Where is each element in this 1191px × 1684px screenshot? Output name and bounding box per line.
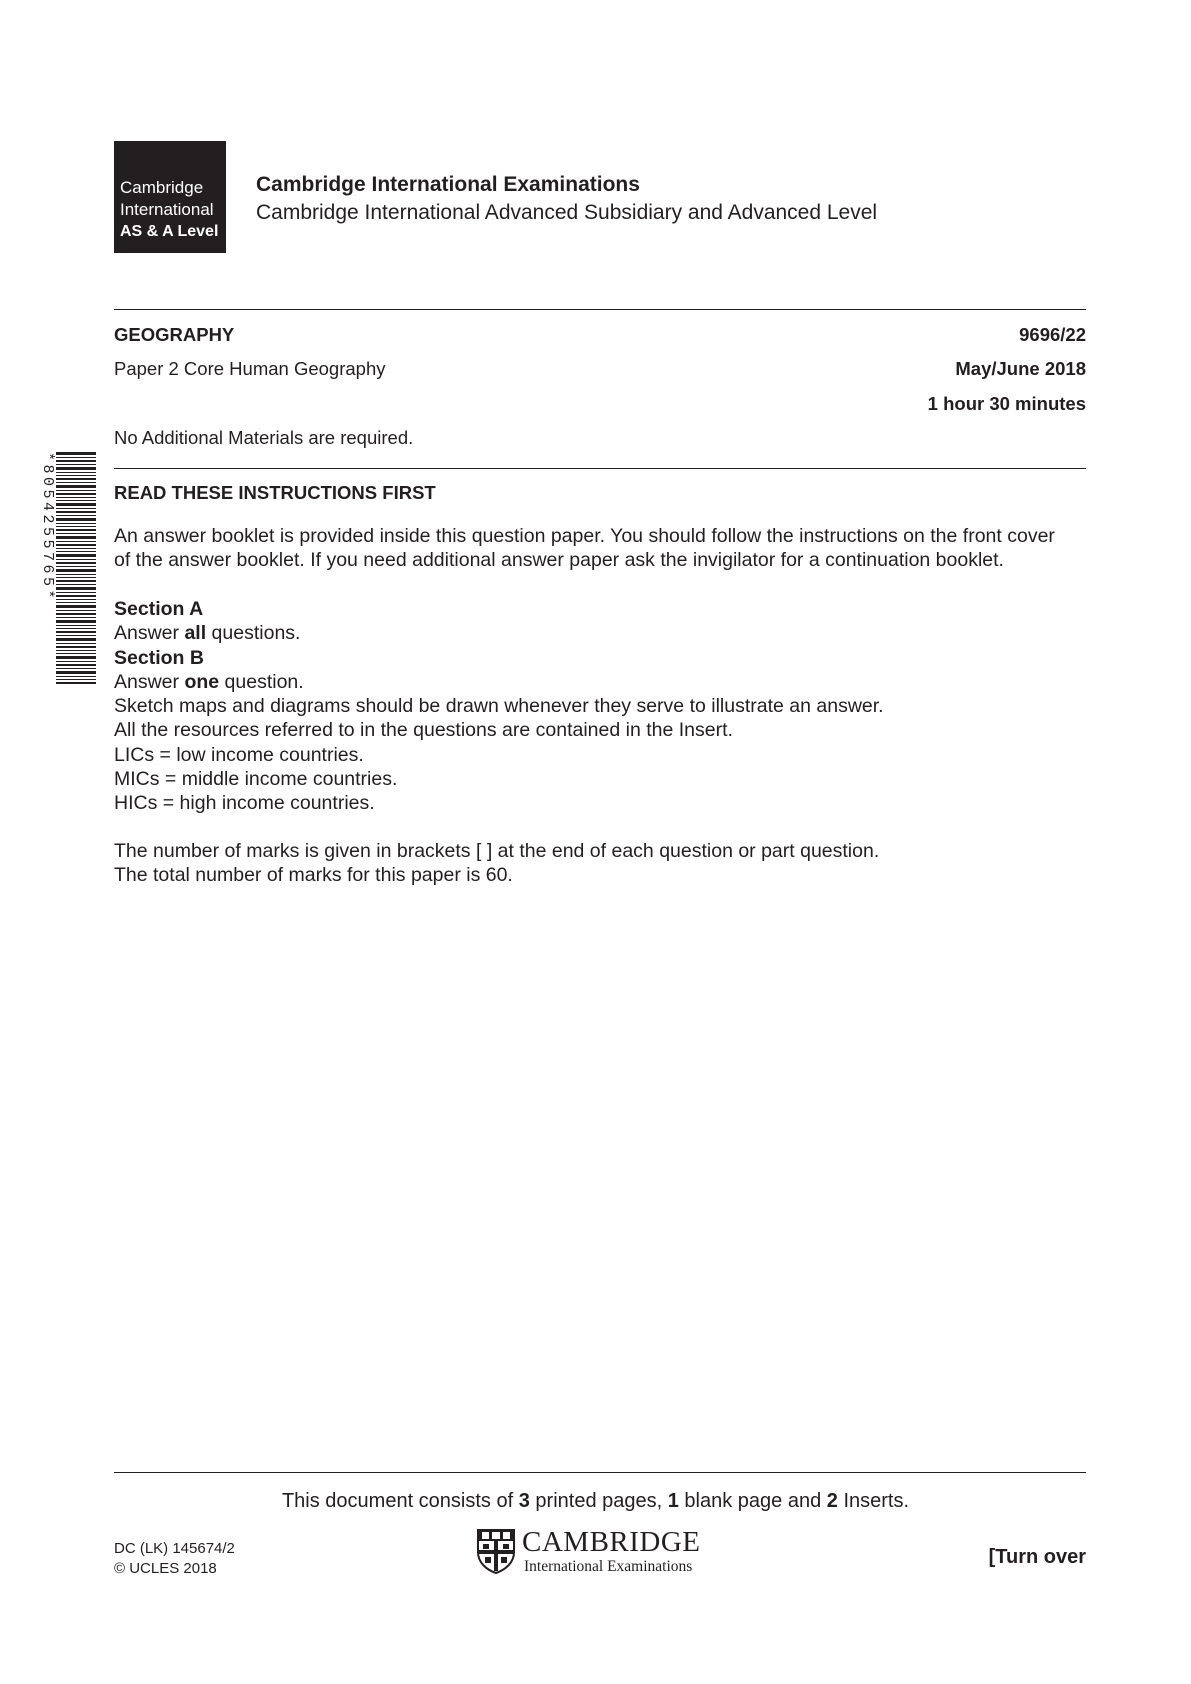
exam-session: May/June 2018	[955, 358, 1086, 379]
consists-prefix: This document consists of	[281, 1490, 519, 1512]
materials-note: No Additional Materials are required.	[114, 427, 414, 448]
cambridge-shield-icon	[476, 1528, 516, 1574]
barcode-bars	[56, 452, 96, 684]
intro-line-2: of the answer booklet. If you need additional answer paper ask the invigilator for a continuation booklet.	[114, 549, 1004, 572]
turn-over: [Turn over	[988, 1546, 1086, 1568]
sketch-instruction: Sketch maps and diagrams should be drawn whenever they serve to illustrate an answer.	[114, 695, 884, 718]
blank-text: blank page and	[678, 1490, 827, 1512]
intro-line-1: An answer booklet is provided inside this question paper. You should follow the instructions on the front cover	[114, 525, 1055, 547]
section-b-instruction	[114, 670, 1094, 694]
subject-title: GEOGRAPHY	[114, 324, 235, 345]
hics-definition: HICs = high income countries.	[114, 792, 375, 815]
lics-definition: LICs = low income countries.	[114, 743, 364, 766]
top-rule	[114, 309, 1086, 310]
answer-prefix: Answer	[114, 670, 185, 693]
paper-name: Paper 2 Core Human Geography	[114, 358, 386, 379]
barcode-digits: *8054255765*	[39, 452, 56, 603]
doc-codes	[114, 1539, 235, 1579]
bottom-rule	[114, 1472, 1086, 1473]
logo-line-3: AS & A Level	[120, 223, 219, 240]
section-a-instruction	[114, 621, 1094, 645]
qualification-name: Cambridge International Advanced Subsidiary and Advanced Level	[256, 201, 878, 224]
candidate-barcode	[38, 452, 98, 684]
one-emphasis: one	[184, 670, 220, 693]
all-emphasis: all	[184, 622, 207, 645]
cambridge-wordmark: CAMBRIDGE	[522, 1526, 701, 1558]
blank-count: 1	[667, 1490, 679, 1512]
instructions-intro	[114, 524, 1114, 573]
logo-line-1: Cambridge	[120, 178, 204, 197]
question-suffix: question.	[219, 670, 304, 693]
mid-rule	[114, 468, 1086, 469]
inserts-count: 2	[826, 1490, 838, 1512]
instructions-heading: READ THESE INSTRUCTIONS FIRST	[114, 482, 436, 503]
cambridge-as-a-level-logo	[114, 141, 226, 253]
marks-line-2: The total number of marks for this paper is 60.	[114, 864, 513, 887]
instructions-sections	[114, 597, 1094, 816]
section-a-label: Section A	[114, 598, 204, 620]
cambridge-subline: International Examinations	[524, 1558, 693, 1575]
inserts-text: Inserts.	[837, 1490, 910, 1512]
printed-count: 3	[518, 1490, 530, 1512]
resources-note: All the resources referred to in the questions are contained in the Insert.	[114, 719, 733, 742]
exam-duration: 1 hour 30 minutes	[927, 393, 1086, 414]
questions-suffix: questions.	[206, 622, 301, 645]
paper-code: 9696/22	[1019, 324, 1086, 345]
printed-text: printed pages,	[529, 1490, 668, 1512]
exam-board-name: Cambridge International Examinations	[256, 173, 640, 196]
dc-code: DC (LK) 145674/2	[114, 1540, 235, 1557]
marks-line-1: The number of marks is given in brackets [ ] at the end of each question or part question.	[114, 840, 880, 862]
logo-line-2: International	[120, 200, 214, 219]
section-b-label: Section B	[114, 646, 204, 669]
page-count-statement	[0, 1490, 1191, 1513]
marks-info	[114, 839, 1094, 888]
cambridge-examinations-logo	[476, 1528, 716, 1576]
copyright: © UCLES 2018	[114, 1560, 217, 1577]
answer-prefix: Answer	[114, 622, 185, 645]
mics-definition: MICs = middle income countries.	[114, 768, 398, 791]
